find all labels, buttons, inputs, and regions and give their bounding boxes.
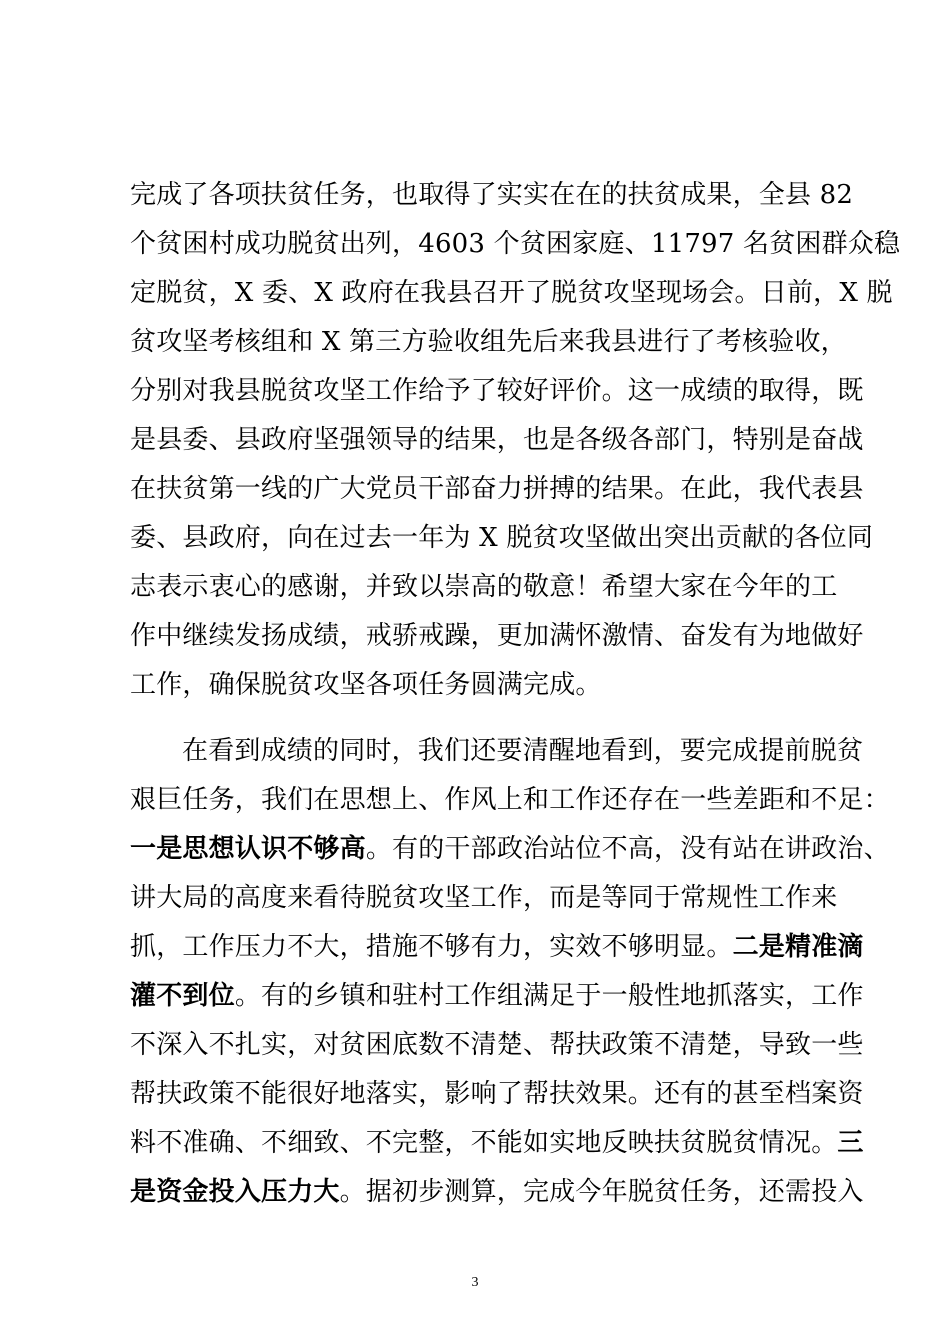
text-line: 讲大局的高度来看待脱贫攻坚工作，而是等同于常规性工作来	[130, 883, 838, 913]
text-span: 。有的干部政治站位不高，没有站在讲政治、	[365, 834, 890, 864]
text-line	[130, 932, 864, 962]
text-line: 完成了各项扶贫任务，也取得了实实在在的扶贫成果，全县 82	[130, 180, 854, 210]
text-span: 抓，工作压力不大，措施不够有力，实效不够明显。	[130, 932, 733, 962]
text-span: 料不准确、不细致、不完整，不能如实地反映扶贫脱贫情况。	[130, 1128, 838, 1158]
text-line: 志表示衷心的感谢，并致以崇高的敬意！希望大家在今年的工	[130, 572, 838, 602]
text-line	[130, 1128, 864, 1158]
text-line: 作中继续发扬成绩，戒骄戒躁，更加满怀激情、奋发有为地做好	[130, 621, 864, 651]
text-line: 是县委、县政府坚强领导的结果，也是各级各部门，特别是奋战	[130, 425, 864, 455]
text-line: 定脱贫，X 委、X 政府在我县召开了脱贫攻坚现场会。日前，X 脱	[130, 278, 893, 308]
text-line: 不深入不扎实，对贫困底数不清楚、帮扶政策不清楚，导致一些	[130, 1030, 864, 1060]
text-span: 。据初步测算，完成今年脱贫任务，还需投入	[339, 1177, 864, 1207]
text-line: 艰巨任务，我们在思想上、作风上和工作还存在一些差距和不足：	[130, 785, 890, 815]
heading-point-two-cont: 灌不到位	[130, 981, 235, 1011]
text-line: 贫攻坚考核组和 X 第三方验收组先后来我县进行了考核验收，	[130, 327, 847, 357]
text-line: 工作，确保脱贫攻坚各项任务圆满完成。	[130, 670, 602, 700]
text-line	[130, 1177, 864, 1207]
text-line: 帮扶政策不能很好地落实，影响了帮扶效果。还有的甚至档案资	[130, 1079, 864, 1109]
heading-point-one: 一是思想认识不够高	[130, 834, 366, 864]
text-line: 委、县政府，向在过去一年为 X 脱贫攻坚做出突出贡献的各位同	[130, 523, 874, 553]
heading-point-three-cont: 是资金投入压力大	[130, 1177, 340, 1207]
text-line	[130, 834, 890, 864]
paragraph-first-line: 在看到成绩的同时，我们还要清醒地看到，要完成提前脱贫	[182, 736, 864, 766]
text-line	[130, 981, 864, 1011]
heading-point-two: 二是精准滴	[732, 932, 864, 962]
text-line: 个贫困村成功脱贫出列，4603 个贫困家庭、11797 名贫困群众稳	[130, 229, 901, 259]
text-span: 。有的乡镇和驻村工作组满足于一般性地抓落实，工作	[234, 981, 864, 1011]
text-line: 在扶贫第一线的广大党员干部奋力拼搏的结果。在此，我代表县	[130, 474, 864, 504]
heading-point-three: 三	[837, 1128, 864, 1158]
text-line: 分别对我县脱贫攻坚工作给予了较好评价。这一成绩的取得，既	[130, 376, 864, 406]
page-number: 3	[471, 1275, 479, 1290]
